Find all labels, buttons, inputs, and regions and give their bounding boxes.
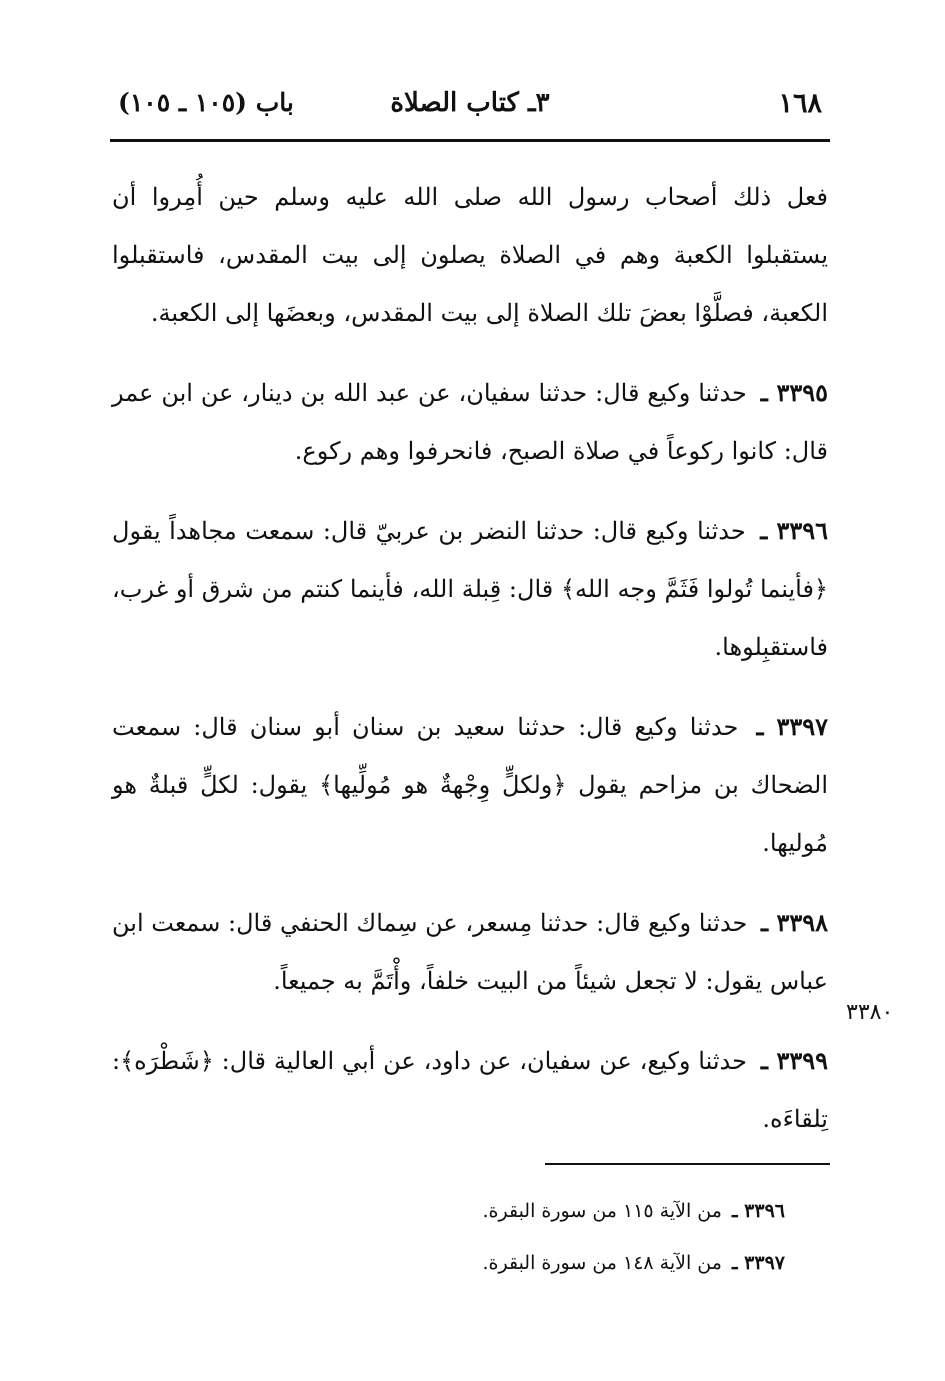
footnote — [200, 1185, 785, 1237]
hadith-number: ٣٣٩٨ ـ — [761, 908, 828, 937]
main-text — [112, 168, 828, 1170]
hadith-text: حدثنا وكيع قال: حدثنا سعيد بن سنان أبو سنان قال: سمعت الضحاك بن مزاحم يقول ﴿ولكلٍّ وِجْهةٌ هو مُولِّيها﴾ يقول: لكلٍّ قبلةٌ هو مُوليها. — [112, 713, 828, 857]
chapter-title: ٣ـ كتاب الصلاة — [390, 88, 550, 118]
hadith-text: حدثنا وكيع، عن سفيان، عن داود، عن أبي العالية قال: ﴿شَطْرَه﴾: تِلقاءَه. — [112, 1047, 828, 1133]
hadith-text: حدثنا وكيع قال: حدثنا مِسعر، عن سِماك الحنفي قال: سمعت ابن عباس يقول: لا تجعل شيئاً من البيت خلفاً، وأْتَمَّ به جميعاً. — [112, 909, 828, 995]
hadith-number: ٣٣٩٦ ـ — [760, 516, 828, 545]
hadith-text: حدثنا وكيع قال: حدثنا سفيان، عن عبد الله بن دينار، عن ابن عمر قال: كانوا ركوعاً في صلاة الصبح، فانحرفوا وهم ركوع. — [112, 379, 828, 465]
margin-reference-number: ٣٣٨٠ — [846, 1000, 894, 1025]
hadith-number: ٣٣٩٧ ـ — [756, 712, 828, 741]
section-range: باب (١٠٥ ـ ١٠٥) — [118, 88, 294, 117]
footnotes — [200, 1185, 785, 1289]
footnote — [200, 1237, 785, 1289]
footnote-number: ٣٣٩٦ ـ — [731, 1200, 785, 1222]
hadith-number: ٣٣٩٥ ـ — [760, 378, 828, 407]
footnote-text: من الآية ١١٥ من سورة البقرة. — [482, 1200, 722, 1222]
header-divider — [110, 139, 830, 142]
paragraph — [112, 168, 828, 342]
hadith-number: ٣٣٩٩ ـ — [760, 1046, 828, 1075]
footnote-divider — [545, 1163, 830, 1165]
hadith-text: حدثنا وكيع قال: حدثنا النضر بن عربيّ قال: سمعت مجاهداً يقول ﴿فأينما تُولوا فَثَمَّ وجه الله﴾ قال: قِبلة الله، فأينما كنتم من شرق أو غرب، فاستقبِلوها. — [112, 517, 828, 661]
page-number: ١٦٨ — [778, 88, 822, 119]
hadith-paragraph — [112, 1032, 828, 1148]
hadith-paragraph — [112, 698, 828, 872]
paragraph-text: فعل ذلك أصحاب رسول الله صلى الله عليه وسلم حين أُمِروا أن يستقبلوا الكعبة وهم في الصلاة يصلون إلى بيت المقدس، فاستقبلوا الكعبة، فصلَّوْا بعضَ تلك الصلاة إلى بيت المقدس، وبعضَها إلى الكعبة. — [112, 183, 829, 327]
hadith-paragraph — [112, 894, 828, 1010]
hadith-paragraph — [112, 502, 828, 676]
page-header — [110, 88, 830, 134]
hadith-paragraph — [112, 364, 828, 480]
footnote-text: من الآية ١٤٨ من سورة البقرة. — [482, 1252, 722, 1274]
footnote-number: ٣٣٩٧ ـ — [731, 1252, 785, 1274]
